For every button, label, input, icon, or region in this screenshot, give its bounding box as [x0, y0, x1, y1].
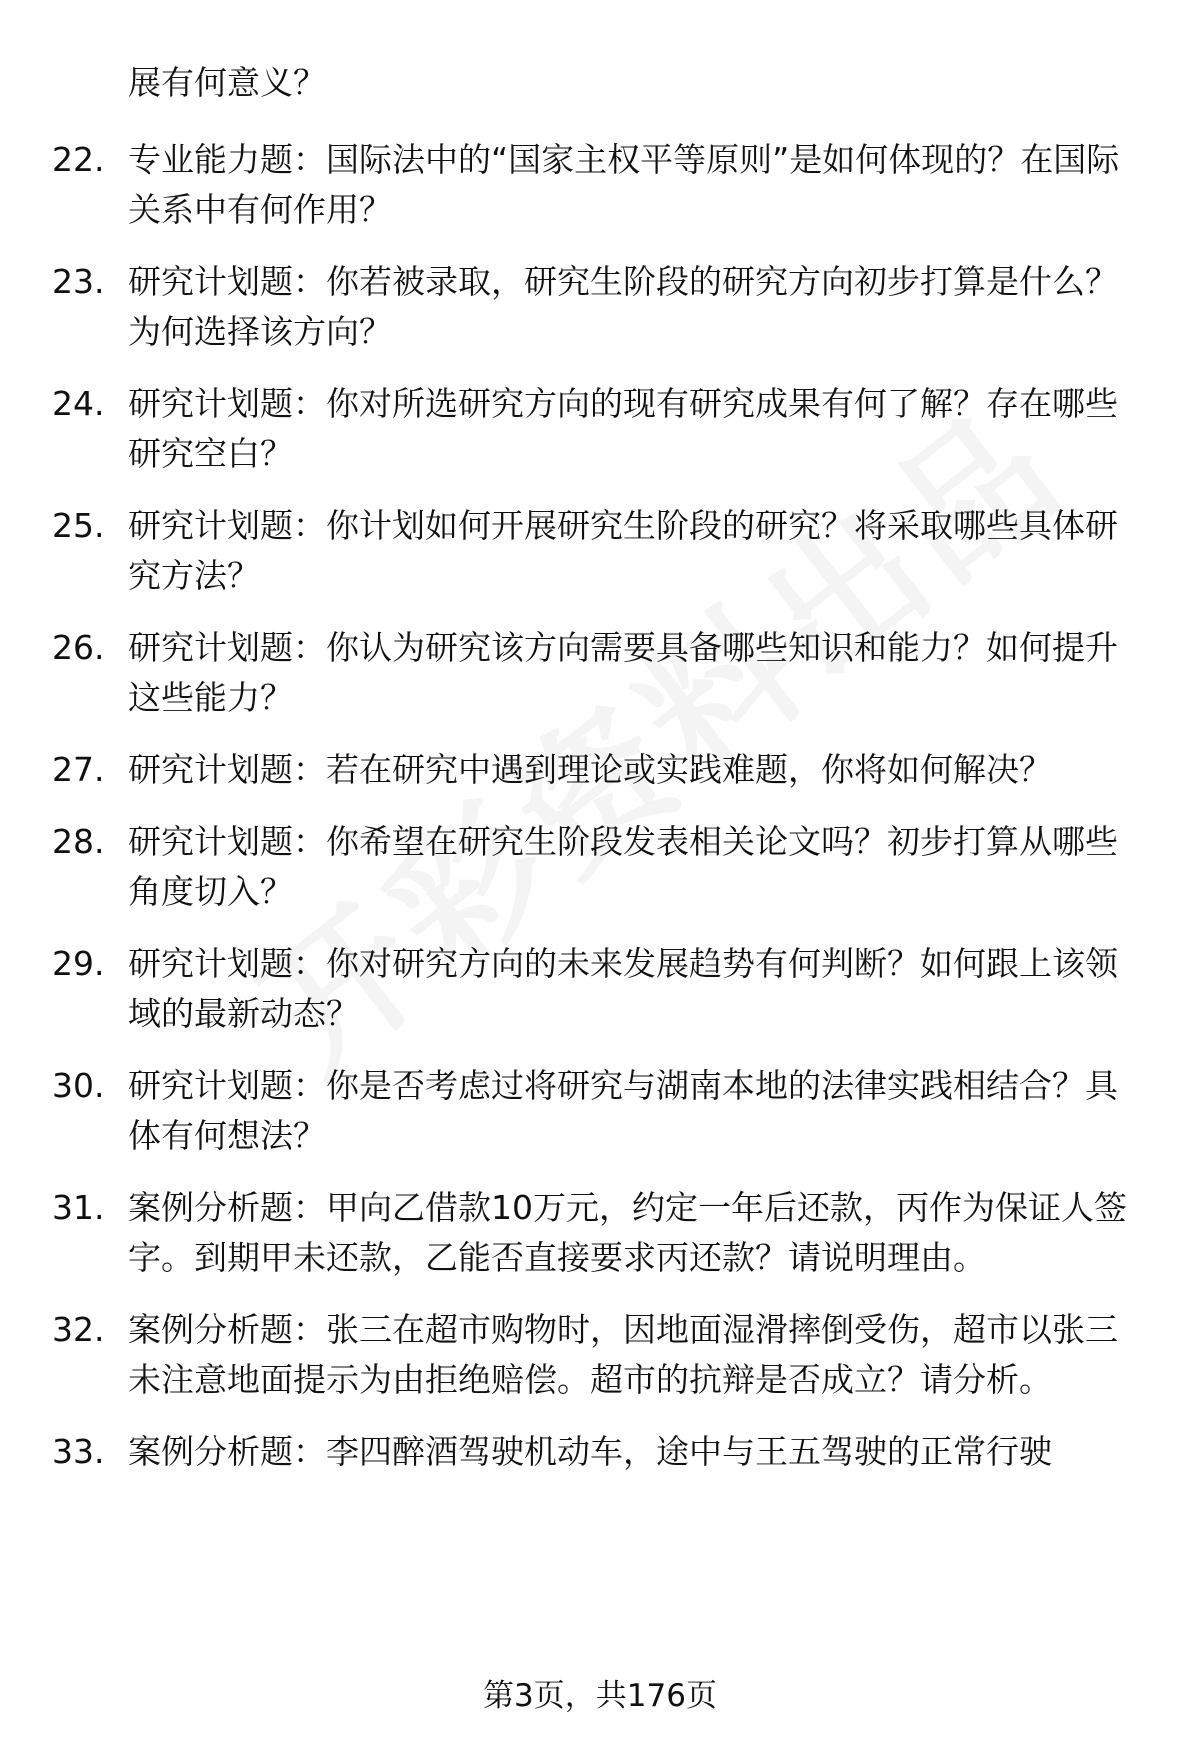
item-number: 26.	[52, 628, 105, 667]
item-number: 32.	[52, 1310, 105, 1349]
continuation-text: 展有何意义？	[128, 63, 326, 102]
question-list	[0, 135, 1200, 1499]
item-number: 31.	[52, 1188, 105, 1227]
item-text: 研究计划题：你希望在研究生阶段发表相关论文吗？初步打算从哪些角度切入？	[128, 822, 1118, 911]
item-number: 23.	[52, 262, 105, 301]
item-text: 案例分析题：甲向乙借款10万元，约定一年后还款，丙作为保证人签字。到期甲未还款，乙能否直接要求丙还款？请说明理由。	[128, 1188, 1127, 1277]
item-number: 29.	[52, 944, 105, 983]
item-text: 研究计划题：你是否考虑过将研究与湖南本地的法律实践相结合？具体有何想法？	[128, 1066, 1118, 1155]
list-item	[0, 623, 1200, 723]
item-number: 28.	[52, 822, 105, 861]
item-number: 30.	[52, 1066, 105, 1105]
item-number: 33.	[52, 1432, 105, 1471]
list-item	[0, 1305, 1200, 1405]
item-text: 研究计划题：你对所选研究方向的现有研究成果有何了解？存在哪些研究空白？	[128, 384, 1118, 473]
list-item	[0, 379, 1200, 479]
item-text: 研究计划题：你计划如何开展研究生阶段的研究？将采取哪些具体研究方法？	[128, 506, 1118, 595]
item-text: 研究计划题：若在研究中遇到理论或实践难题，你将如何解决？	[128, 750, 1052, 789]
item-number: 22.	[52, 140, 105, 179]
list-item	[0, 817, 1200, 917]
list-item	[0, 939, 1200, 1039]
list-item	[0, 135, 1200, 235]
list-item	[0, 257, 1200, 357]
list-item	[0, 745, 1200, 795]
item-number: 24.	[52, 384, 105, 423]
item-text: 案例分析题：李四醉酒驾驶机动车，途中与王五驾驶的正常行驶	[128, 1432, 1052, 1471]
page-footer: 第3页，共176页	[483, 1678, 717, 1714]
item-number: 25.	[52, 506, 105, 545]
item-text: 研究计划题：你认为研究该方向需要具备哪些知识和能力？如何提升这些能力？	[128, 628, 1118, 717]
item-text: 专业能力题：国际法中的“国家主权平等原则”是如何体现的？在国际关系中有何作用？	[128, 140, 1120, 229]
item-text: 研究计划题：你对研究方向的未来发展趋势有何判断？如何跟上该领域的最新动态？	[128, 944, 1118, 1033]
list-item	[0, 501, 1200, 601]
list-item	[0, 1183, 1200, 1283]
list-item	[0, 1427, 1200, 1477]
list-item	[0, 1061, 1200, 1161]
item-number: 27.	[52, 750, 105, 789]
item-text: 案例分析题：张三在超市购物时，因地面湿滑摔倒受伤，超市以张三未注意地面提示为由拒绝赔偿。超市的抗辩是否成立？请分析。	[128, 1310, 1118, 1399]
item-text: 研究计划题：你若被录取，研究生阶段的研究方向初步打算是什么？为何选择该方向？	[128, 262, 1118, 351]
